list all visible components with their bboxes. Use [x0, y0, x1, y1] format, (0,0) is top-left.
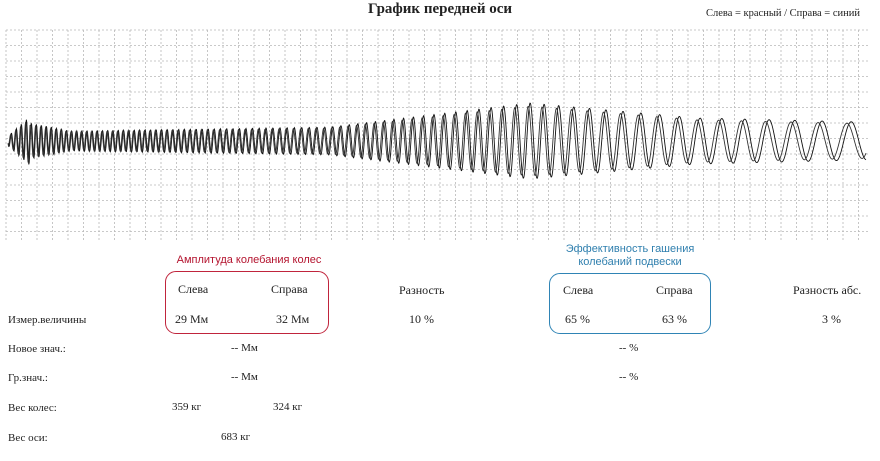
axle-weight-value: 683 кг — [221, 431, 251, 443]
limit-value-amplitude: -- Мм — [231, 371, 258, 383]
page-title: График передней оси — [367, 1, 513, 17]
efficiency-left-label: Слева — [563, 283, 594, 297]
efficiency-right-label: Справа — [656, 283, 693, 297]
new-value-efficiency: -- % — [619, 342, 639, 354]
abs-difference-label: Разность абс. — [793, 283, 862, 297]
limit-value-label: Гр.знач.: — [8, 372, 48, 384]
amplitude-right-label: Справа — [271, 282, 308, 296]
wheel-weight-label: Вес колес: — [8, 402, 57, 414]
color-legend: Слева = красный / Справа = синий — [705, 8, 860, 19]
amplitude-title: Амплитуда колебания колес — [176, 254, 322, 266]
efficiency-title-line2: колебаний подвески — [578, 256, 682, 268]
amplitude-left-label: Слева — [178, 282, 209, 296]
efficiency-right-value: 63 % — [662, 312, 687, 326]
amplitude-left-value: 29 Мм — [175, 312, 209, 326]
limit-value-efficiency: -- % — [619, 371, 639, 383]
amplitude-right-value: 32 Мм — [276, 312, 310, 326]
difference-label: Разность — [399, 283, 445, 297]
measured-values-label: Измер.величины — [8, 314, 87, 326]
new-value-label: Новое знач.: — [8, 343, 66, 355]
efficiency-left-value: 65 % — [565, 312, 590, 326]
axle-weight-label: Вес оси: — [8, 432, 48, 444]
efficiency-title-line1: Эффективность гашения — [565, 243, 695, 255]
new-value-amplitude: -- Мм — [231, 342, 258, 354]
left-wheel-trace — [8, 103, 866, 178]
efficiency-title — [545, 243, 715, 269]
difference-value: 10 % — [409, 312, 434, 326]
wheel-weight-right: 324 кг — [273, 401, 303, 413]
abs-difference-value: 3 % — [822, 312, 841, 326]
wheel-weight-left: 359 кг — [172, 401, 202, 413]
